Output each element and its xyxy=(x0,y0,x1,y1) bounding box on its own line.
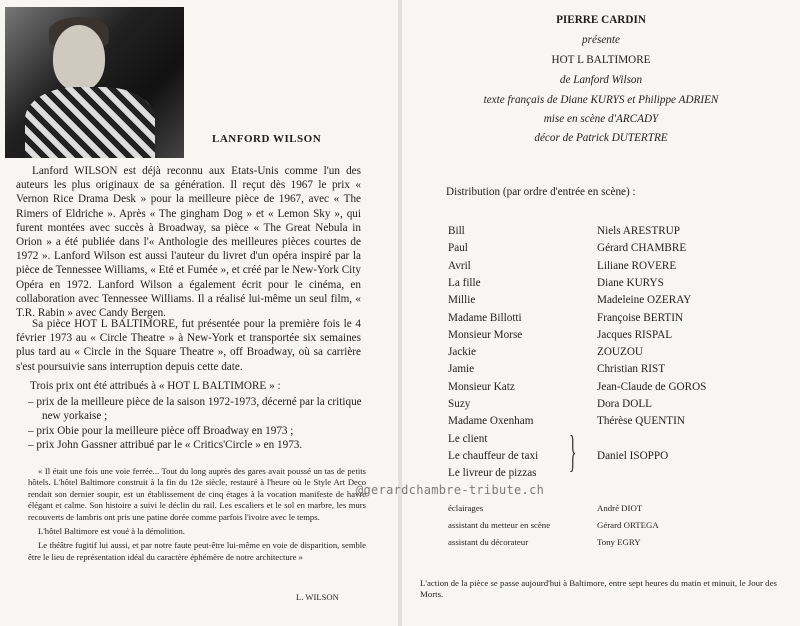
crew-name: Tony EGRY xyxy=(597,537,641,547)
brace-symbol: } xyxy=(569,427,577,476)
cast-heading: Distribution (par ordre d'entrée en scène) : xyxy=(446,186,636,198)
cast-actor: Gérard CHAMBRE xyxy=(597,242,687,255)
cast-role: Bill xyxy=(448,225,465,237)
cast-actor: Niels ARESTRUP xyxy=(597,225,680,237)
crew-name: André DIOT xyxy=(597,503,643,513)
quote-paragraph: « Il était une fois une voie ferrée... Tout du long auprès des gares avait poussé un tas de petits hôtels. L'hôtel Baltimore construit à la fin du 12e siècle, restauré à l'heure où le Style Art Deco rendait son dernier soupir, est un établissement de cinq étages à la vocation manifeste de havre élégant et calme. Son histoire a suivi le déclin du rail. Les escaliers et le sol en marbre, les murs recouverts de lambris ont pris une patine dorée comme parfois l'ivoire avec le temps. xyxy=(28,466,366,522)
prize-item: – prix Obie pour la meilleure pièce off Broadway en 1973 ; xyxy=(28,424,294,437)
cast-actor: ZOUZOU xyxy=(597,346,643,359)
author-photo xyxy=(5,7,184,158)
cast-role: Suzy xyxy=(448,398,471,410)
bio-paragraph-2 xyxy=(16,317,361,374)
cast-actor: Christian RIST xyxy=(597,363,666,376)
signature: L. WILSON xyxy=(296,592,339,602)
cast-role: Monsieur Katz xyxy=(448,380,515,393)
cast-actor: Diane KURYS xyxy=(597,276,664,289)
cast-role: Millie xyxy=(448,294,476,307)
cast-role: Paul xyxy=(448,242,468,255)
prizes-intro: Trois prix ont été attribués à « HOT L BALTIMORE » : xyxy=(30,380,281,392)
by-line: de Lanford Wilson xyxy=(559,74,643,86)
play-title: HOT L BALTIMORE xyxy=(551,54,651,66)
cast-role: La fille xyxy=(448,276,481,289)
presents-label: présente xyxy=(582,34,620,46)
footnote: L'action de la pièce se passe aujourd'hui à Baltimore, entre sept heures du matin et minuit, le Jour des Morts. xyxy=(420,578,777,599)
quote-paragraph: L'hôtel Baltimore est voué à la démolition. xyxy=(38,526,185,537)
cast-role: Jackie xyxy=(448,346,476,359)
cast-role: Avril xyxy=(448,259,471,272)
presenter: PIERRE CARDIN xyxy=(556,14,646,26)
grouped-role: Le chauffeur de taxi xyxy=(448,450,539,462)
crew-role: éclairages xyxy=(448,503,484,513)
author-quote xyxy=(28,466,366,566)
cast-actor: Madeleine OZERAY xyxy=(597,294,692,307)
bio-text-1: Lanford WILSON est déjà reconnu aux Etats-Unis comme l'un des auteurs les plus originaux de sa génération. Il reçut dès 1967 le prix « Vernon Rice Drama Desk » pour la meilleure pièce de 1967, avec « The Rimers of Eldriche ». Après « The gingham Dog » et « Lemon Sky », qui furent montées avec succès à Broadway, sa pièce « The Great Nebula in Orion » a été publiée dans l'« Anthologie des meilleures pièces courtes de 1972 ». Lanford Wilson est aussi l'auteur du livret d'un opéra inspiré par la pièce de Tennessee Williams, « Eté et Fumée », et créé par le New-York City Opéra en 1972. Lanford Wilson a également écrit pour le cinéma, en collaboration avec Tennessee Williams. Il a réalisé lui-même un seul film, « T.R. Rabin » avec Candy Bergen. xyxy=(16,165,361,320)
prize-item: – prix de la meilleure pièce de la saison 1972-1973, décerné par la critique new yorkaise ; xyxy=(28,396,362,423)
cast-actor: Dora DOLL xyxy=(597,398,652,410)
cast-role: Monsieur Morse xyxy=(448,328,523,341)
cast-role: Madame Billotti xyxy=(448,311,522,324)
cast-actor: Jean-Claude de GOROS xyxy=(597,380,707,393)
bio-text-2: Sa pièce HOT L BALTIMORE, fut présentée pour la première fois le 4 février 1973 au « Circle Theatre » à New-York et transportée six semaines plus tard au « Circle in the Square Theatre », off Broadway, où sa carrière s'est poursuivie sans interruption depuis cette date. xyxy=(16,318,361,373)
grouped-role: Le client xyxy=(448,433,488,445)
cast-actor: Jacques RISPAL xyxy=(597,328,673,341)
prize-item: – prix John Gassner attribué par le « Critics'Circle » en 1973. xyxy=(28,439,303,452)
decor-credit: décor de Patrick DUTERTRE xyxy=(534,132,668,144)
grouped-role: Le livreur de pizzas xyxy=(448,467,537,479)
cast-role: Jamie xyxy=(448,363,475,376)
cast-actor: Liliane ROVERE xyxy=(597,259,677,272)
crew-role: assistant du metteur en scène xyxy=(448,520,551,530)
translation-credit: texte français de Diane KURYS et Philippe ADRIEN xyxy=(483,94,719,106)
cast-actor: Thérèse QUENTIN xyxy=(597,415,685,428)
crew-role: assistant du décorateur xyxy=(448,537,529,547)
prizes-list xyxy=(28,395,368,453)
author-heading: LANFORD WILSON xyxy=(212,133,322,145)
crew-name: Gérard ORTEGA xyxy=(597,520,659,530)
cast-role: Madame Oxenham xyxy=(448,415,534,428)
watermark: @gerardchambre-tribute.ch xyxy=(356,483,545,497)
bio-paragraph-1 xyxy=(16,164,361,320)
quote-paragraph: Le théâtre fugitif lui aussi, et par notre faute peut-être lui-même en voie de disparition, semble être le lieu de représentation idéal du caractère éphémère de notre architecture » xyxy=(28,540,366,562)
cast-actor: Françoise BERTIN xyxy=(597,311,684,324)
staging-credit: mise en scène d'ARCADY xyxy=(543,113,659,125)
grouped-actor: Daniel ISOPPO xyxy=(597,450,669,462)
